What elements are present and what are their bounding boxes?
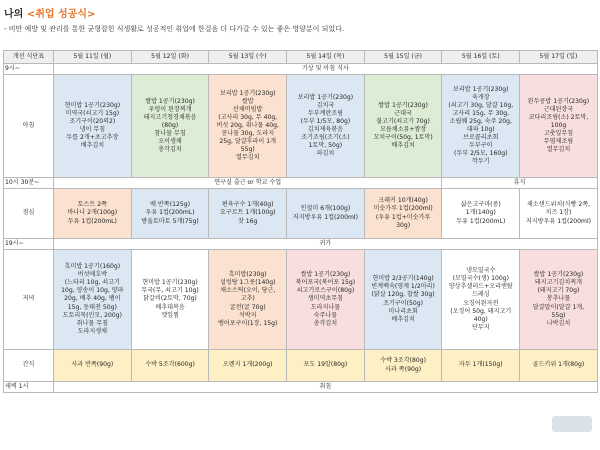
meal-cell: 쌀밥 1공기(230g) 근대국 불고기(쇠고기 70g) 모듬채소류+쌈장 꼬치구이(50g, 1토막) 배추김치 — [364, 75, 442, 178]
corner-cell: 개선 식단표 — [4, 51, 54, 64]
meal-cell: 보리밥 1공기(230g) 김치국 두부계란조림 (두부 1/5모, 80g) 김치제육볶음 조기조림(조기(소) 1토막, 50g) 파김치 — [287, 75, 365, 178]
meal-cell: 현미밥 2/3공기(140g) 빈계백숙(영계 1/2마리) (닭살 120g, 찹쌀 30g) 조기구이(50g) 미나리초회 배추김치 — [364, 250, 442, 350]
day-header: 5월 16일 (토) — [442, 51, 520, 64]
meal-cell: 현미밥 1공기(230g) 무국(무, 쇠고기 10g) 닭갈비(2토막, 70g) 배추대복음 깻잎찜 — [131, 250, 209, 350]
sleep-row — [4, 382, 598, 393]
meal-cell: 쌀밥 1공기(230g) 우렁이 된장찌개 돼지고기청경채볶음 (80g) 참나물 무침 오이생채 총각김치 — [131, 75, 209, 178]
study-row — [4, 178, 598, 189]
day-header: 5월 11일 (월) — [54, 51, 132, 64]
dinner-row — [4, 250, 598, 350]
schedule-note: 기상 및 아침 식사 — [54, 64, 598, 75]
meal-label: 점심 — [4, 189, 54, 239]
lunch-row — [4, 189, 598, 239]
page-title — [4, 5, 95, 20]
meal-cell: 자두 1개(150g) — [442, 350, 520, 382]
header-row — [4, 51, 598, 64]
time-label: 새벽 1시 — [4, 382, 54, 393]
meal-cell: 보리밥 1공기(230g) 육개장 (쇠고기 30g, 달걀 10g, 고사리 15g, 무 30g, 소립퀘 25g, 숙주 20g, 대파 10g) 브로콜리초회 두부구이 (두부 2/5모, 160g) 깍두기 — [442, 75, 520, 178]
day-header: 5월 17일 (일) — [520, 51, 598, 64]
schedule-note: 취침 — [54, 382, 598, 393]
meal-label: 저녁 — [4, 250, 54, 350]
wake-row — [4, 64, 598, 75]
meal-cell: 냉모밀국수 (모밀국수(생) 100g) 양상추샐러드+오리엔탈 드레싱 오징어완자전 (오징어 50g, 돼지고기 40g) 단무지 — [442, 250, 520, 350]
breakfast-row — [4, 75, 598, 178]
day-header: 5월 15일 (금) — [364, 51, 442, 64]
meal-cell: 포도 19알(80g) — [287, 350, 365, 382]
title-prefix: 나의 — [4, 9, 27, 20]
meal-cell: 수박 5조각(600g) — [131, 350, 209, 382]
meal-label: 간식 — [4, 350, 54, 382]
meal-cell: 흑미밥(230g) 설렁탕 1그릇(140g) 채소스틱(오이, 당근, 고추) 굴전(굴 70g) 석박지 뱅어포구이(1장, 15g) — [209, 250, 287, 350]
intro-text: - 비만 예방 및 관리를 통한 균형잡힌 식생활로 성공적인 취업에 한걸음 더 다가갈 수 있는 좋은 영양분이 되었다. — [4, 25, 345, 33]
snack-row — [4, 350, 598, 382]
meal-label: 아침 — [4, 75, 54, 178]
meal-cell: 배 반쪽(125g) 우유 1컵(200mL) 방울토마토 5개(75g) — [131, 189, 209, 239]
meal-cell: 골드키위 1개(80g) — [520, 350, 598, 382]
schedule-note: 귀가 — [54, 239, 598, 250]
day-header: 5월 13일 (수) — [209, 51, 287, 64]
meal-cell: 편육구수 1개(40g) 요구르트 1개(100g) 잣 16g — [209, 189, 287, 239]
meal-cell: 채소샌드위치(식빵 2쪽, 치즈 1장) 저지방우유 1컵(200ml) — [520, 189, 598, 239]
title-accent: <취업 성공식> — [26, 9, 96, 20]
home-row — [4, 239, 598, 250]
meal-cell: 사과 반쪽(90g) — [54, 350, 132, 382]
time-label: 9시~ — [4, 64, 54, 75]
meal-cell: 쌀밥 1공기(230g) 북어포국(북어포 15g) 쇠고기로스구이(80g) 생미역초무침 도라지나물 숙주나물 총각김치 — [287, 250, 365, 350]
meal-cell: 수박 3조각(80g) 사과 쪽(90g) — [364, 350, 442, 382]
meal-cell: 쌀밥 1공기(230g) 돼지고기김치찌개 (돼지고기 70g) 봉추나물 달걀말이(달걀 1개, 55g) 나박김치 — [520, 250, 598, 350]
meal-cell: 흑미밥 1공기(160g) 버섯애호박 (느타리 10g, 쇠고기 10g, 양송이 10g, 양파 20g, 배추 40g, 팽이 15g, 동태전 50g) 도토리묵(민모, 200g) 취나물 무침 도라지생채 — [54, 250, 132, 350]
time-label: 19시~ — [4, 239, 54, 250]
meal-cell: 오렌지 1개(200g) — [209, 350, 287, 382]
day-header: 5월 14일 (목) — [287, 51, 365, 64]
meal-cell: 보리밥 1공기(230g) 쌀밥 산채비빔밥 (고사리 30g, 무 40g, 버섯 20g, 취나물 40g, 콩나물 30g, 도라지 25g, 달걀후라이 1개 55g) 열무김치 — [209, 75, 287, 178]
day-header: 5월 12일 (화) — [131, 51, 209, 64]
meal-cell: 토스트 2쪽 바나나 2개(100g) 두유 1컵(200mL) — [54, 189, 132, 239]
meal-cell: 완두콩밥 1공기(230g) 근대된장국 코다리조림(소) 2토막, 100g 고춧잎무침 무염제조림 열무김치 — [520, 75, 598, 178]
meal-cell: 현미밥 1공기(230g) 미역국(쇠고기 15g) 조기구이(20의2) 냉이 무침 두릅 2개+초고추장 배추김치 — [54, 75, 132, 178]
time-label: 10시 30분~ — [4, 178, 54, 189]
meal-cell: 삶은고구마(중) 1개(140g) 두유 1컵(200mL) — [442, 189, 520, 239]
schedule-note: 연구실 출근 or 학교 수업 — [54, 178, 442, 189]
watermark-logo — [552, 416, 592, 432]
meal-cell: 인절미 6개(100g) 저지방우유 1컵(200ml) — [287, 189, 365, 239]
schedule-note: 휴식 — [442, 178, 597, 189]
meal-plan-table — [3, 50, 598, 393]
meal-cell: 크래커 10개(40g) 미숫가루 1컵(200ml) (우유 1컵+미숫가루 30g) — [364, 189, 442, 239]
